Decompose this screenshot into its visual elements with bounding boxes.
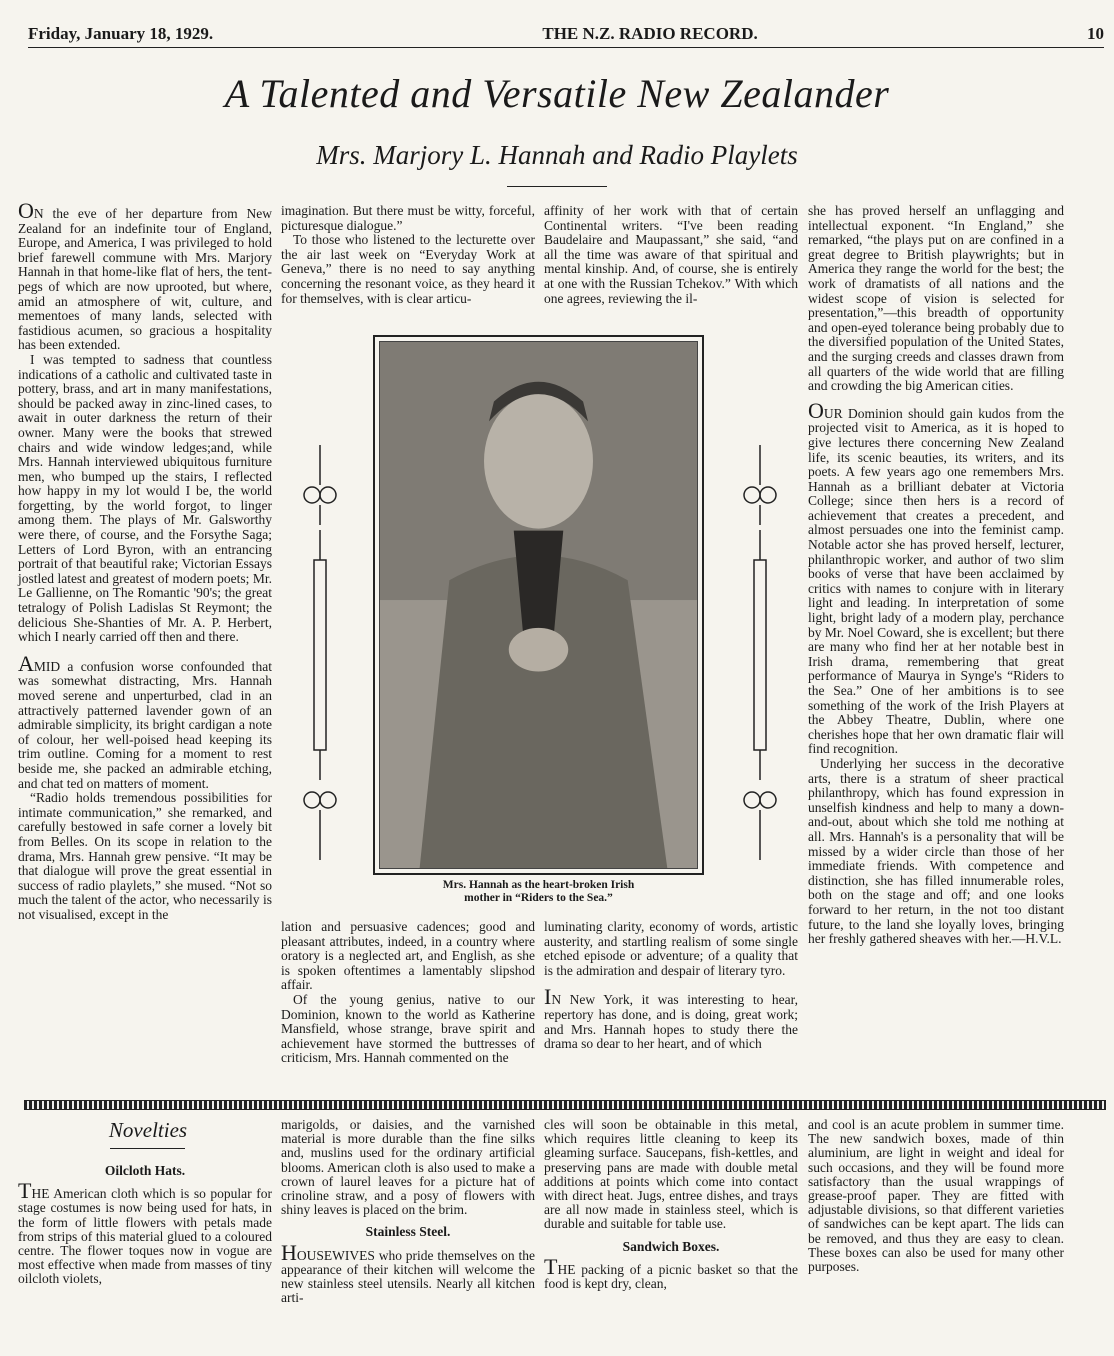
- drop-cap: T: [18, 1178, 32, 1204]
- article-column-1: [18, 198, 272, 923]
- article-column-3-bottom: [544, 920, 798, 1052]
- paragraph: IN New York, it was interesting to hear, repertory has done, and is doing, great work; and Mrs. Hannah hopes to study there the drama so dear to her heart, and of which: [544, 984, 798, 1052]
- section-separator: [24, 1100, 1106, 1110]
- paragraph: Underlying her success in the decorative arts, there is a stratum of sheer practical philanthropy, which has found expression in unselfish kindness and help to many a down-and-out, about which she told me nothing at all. Mrs. Hannah's is a personality that will be missed by a wider circle than those of her immediate friends. With competence and distinction, she has filled innumerable roles, both on the stage and off; and one looks forward to her return, in the not too distant future, to the land she loyally loves, bringing her freshly gathered sheaves with her.—H.V.L.: [808, 755, 1064, 947]
- paragraph: AMID a confusion worse confounded that was somewhat distracting, Mrs. Hannah moved serene and unperturbed, clad in an attractively patterned lavender gown of an admirable simplicity, its bright cardigan a note of colour, her well-poised head keeping its trim outline. Coming for a moment to rest beside me, she packed an admirable etching, and chat ted on matters of moment.: [18, 650, 272, 791]
- paragraph: “Radio holds tremendous possibilities for intimate communication,” she remarked, and carefully bestowed in safe corner a lovely bit from Belles. On its scope in relation to the drama, Mrs. Hannah grew pensive. “It may be that dialogue will prove the great essential in success of radio playlets,” she mused. “Not so much the talent of the actor, who necessarily is not visualised, except in the: [18, 790, 272, 922]
- paragraph: To those who listened to the lecturette over the air last week on “Everyday Work at Geneva,” there is no need to say anything concerning the resonant voice, as they heard it for themselves, with is clear articu-: [281, 232, 535, 306]
- paragraph: I was tempted to sadness that countless indications of a catholic and cultivated taste in pottery, brass, and art in many manifestations, should be packed away in zinc-lined cases, to await in outer darkness the return of their owner. Many were the books that strewed chairs and wide window ledges;and, while Mrs. Hannah interviewed ubiquitous furniture men, who bumped up the stairs, I reflected how happy in my lot would I be, the world forgetting, by the world forgot, to linger among them. The plays of Mr. Galsworthy were there, of course, and the Forsythe Saga; Letters of Lord Byron, with an entrancing portrait of that beautiful rake; Victorian Essays jostled latest and greatest of modern poets; Mr. Le Gallienne, on The Romantic '90's; the great tetralogy of Polish Ladislas St Reymont; the delicious She-Shanties of Mr. A. P. Herbert, which I nearly carried off then and there.: [18, 351, 272, 645]
- paragraph: affinity of her work with that of certain Continental writers. “I've been reading Baudelaire and Maupassant,” she said, “and all the time was aware of that spiritual and mental kinship. And, of course, she is entirely at one with the Russian Tchekov.” With which one agrees, reviewing the il-: [544, 203, 798, 306]
- issue-date: Friday, January 18, 1929.: [28, 24, 214, 43]
- article-column-3-top: [544, 204, 798, 306]
- paragraph: OUR Dominion should gain kudos from the projected visit to America, as it is hoped to give lectures there concerning New Zealand life, its scenic beauties, its writers, and its poets. A few years ago one remembers Mrs. Hannah as a brilliant debater at Victoria College; since then hers is a record of achievement that creates a precedent, and almost persuades one into the feminist camp. Notable actor she has proved herself, lecturer, philanthropic worker, and author of two slim books of verse that have been acclaimed by critics with names to conjure with in literary light and leading. In interpretation of some light, bright lady of a modern play, perchance by Mr. Noel Coward, she is excellent; but there are many who find her at her notable best in Irish drama, remembering that great performance of Maurya in Synge's “Riders to the Sea.” One of her ambitions is to see something of the work of the Irish Players at the Abbey Theatre, Dublin, where one cherishes hope that her own dramatic flair will find recognition.: [808, 397, 1064, 757]
- oilcloth-heading: Oilcloth Hats.: [104, 1163, 186, 1178]
- page-header: [28, 22, 1104, 46]
- paragraph: HOUSEWIVES who pride themselves on the appearance of their kitchen will welcome the new stainless steel utensils. Nearly all kitchen arti-: [281, 1239, 535, 1306]
- header-rule: [28, 47, 1104, 48]
- novelties-column-4: [808, 1118, 1064, 1274]
- drop-cap: T: [544, 1253, 558, 1279]
- paragraph: imagination. But there must be witty, forceful, picturesque dialogue.”: [281, 203, 535, 233]
- sandwich-boxes-heading: Sandwich Boxes.: [622, 1238, 720, 1254]
- drop-cap: I: [544, 984, 552, 1010]
- paragraph: lation and persuasive cadences; good and pleasant attributes, indeed, in a country where oratory is a neglected art, and English, as she is spoken oftentimes a lamentably slipshod affair.: [281, 919, 535, 993]
- paragraph: cles will soon be obtainable in this metal, which requires little cleaning to keep its gleaming surface. Saucepans, fish-kettles, and preserving pans are made with double metal additions at points which come into contact with direct heat. Jugs, entree dishes, and trays are all now made in stainless steel, which is durable and suitable for table use.: [544, 1117, 798, 1232]
- stainless-steel-heading: Stainless Steel.: [365, 1224, 451, 1240]
- novelties-rule: [110, 1148, 185, 1149]
- title-rule: [507, 186, 607, 187]
- paragraph: THE American cloth which is so popular for stage costumes is now being used for hats, in the form of little flowers with petals made from strips of this material glued to a coloured centre. The flower toques now in vogue are most effective when made from masses of tiny oilcloth violets,: [18, 1178, 272, 1287]
- paragraph: she has proved herself an unflagging and intellectual exponent. “In England,” she remarked, “the plays put on are confined in a great degree to British playwrights; but in America they range the world for the best; the work of dramatists of all nations and the widest scope of vision is selected for presentation,”—this breadth of opportunity and open-eyed tolerance being probably due to the diversified population of the United States, and the surging creeds and classes drawn from all quarters of the wide world that are filling and crowding the big American cities.: [808, 203, 1064, 394]
- article-subtitle: Mrs. Marjory L. Hannah and Radio Playlets: [316, 140, 798, 170]
- portrait-photo: [373, 335, 704, 875]
- paragraph: marigolds, or daisies, and the varnished material is more durable than the fine silks and, muslins used for the ordinary artificial blooms. American cloth is also used to make a crown of laurel leaves for a picture hat of crinoline straw, and a posy of flowers with shiny leaves is placed on the brim.: [281, 1117, 535, 1218]
- drop-cap: A: [18, 650, 34, 676]
- article-column-2-top: [281, 204, 535, 306]
- paragraph: THE packing of a picnic basket so that the food is kept dry, clean,: [544, 1253, 798, 1292]
- left-ornament-icon: [300, 440, 340, 870]
- novelties-heading: Novelties: [108, 1118, 188, 1142]
- article-column-4: [808, 204, 1064, 947]
- drop-cap: H: [281, 1239, 297, 1265]
- novelties-column-3: [544, 1118, 798, 1291]
- page-number: 10: [1086, 24, 1104, 43]
- drop-cap: O: [18, 198, 34, 223]
- right-ornament-icon: [740, 440, 780, 870]
- paragraph: luminating clarity, economy of words, artistic austerity, and startling realism of some single etched episode or adventure; of a quality that is the admiration and despair of literary tyro.: [544, 919, 798, 978]
- article-column-2-bottom: [281, 920, 535, 1066]
- article-title: A Talented and Versatile New Zealander: [224, 71, 890, 116]
- drop-cap: O: [808, 397, 824, 423]
- novelties-column-1: [18, 1156, 272, 1287]
- photo-caption: Mrs. Hannah as the heart-broken Irish mother in “Riders to the Sea.”: [442, 879, 635, 904]
- novelties-column-2: [281, 1118, 535, 1305]
- paragraph: Of the young genius, native to our Dominion, known to the world as Katherine Mansfield, whose strange, brave spirit and achievement have stormed the buttresses of criticism, Mrs. Hannah commented on the: [281, 991, 535, 1066]
- paragraph: ON the eve of her departure from New Zealand for an indefinite tour of England, Europe, and America, I was privileged to hold brief farewell commune with Mrs. Marjory Hannah in that home-like flat of hers, the tent-pegs of which are now uprooted, but where, amid an atmosphere of wit, culture, and mementoes of many lands, selected with fastidious acumen, so gracious a hospitality has been extended.: [18, 198, 272, 353]
- paragraph: and cool is an acute problem in summer time. The new sandwich boxes, made of thin aluminium, are light in weight and ideal for such occasions, and they will be found more satisfactory than the usual wrappings of grease-proof paper. They are fitted with adjustable divisions, so that different varieties of sandwiches can be kept apart. The lids can be removed, and thus they are easy to clean. These boxes can also be used for many other purposes.: [808, 1117, 1064, 1275]
- portrait-image-icon: [379, 341, 698, 869]
- publication-name: THE N.Z. RADIO RECORD.: [542, 24, 758, 43]
